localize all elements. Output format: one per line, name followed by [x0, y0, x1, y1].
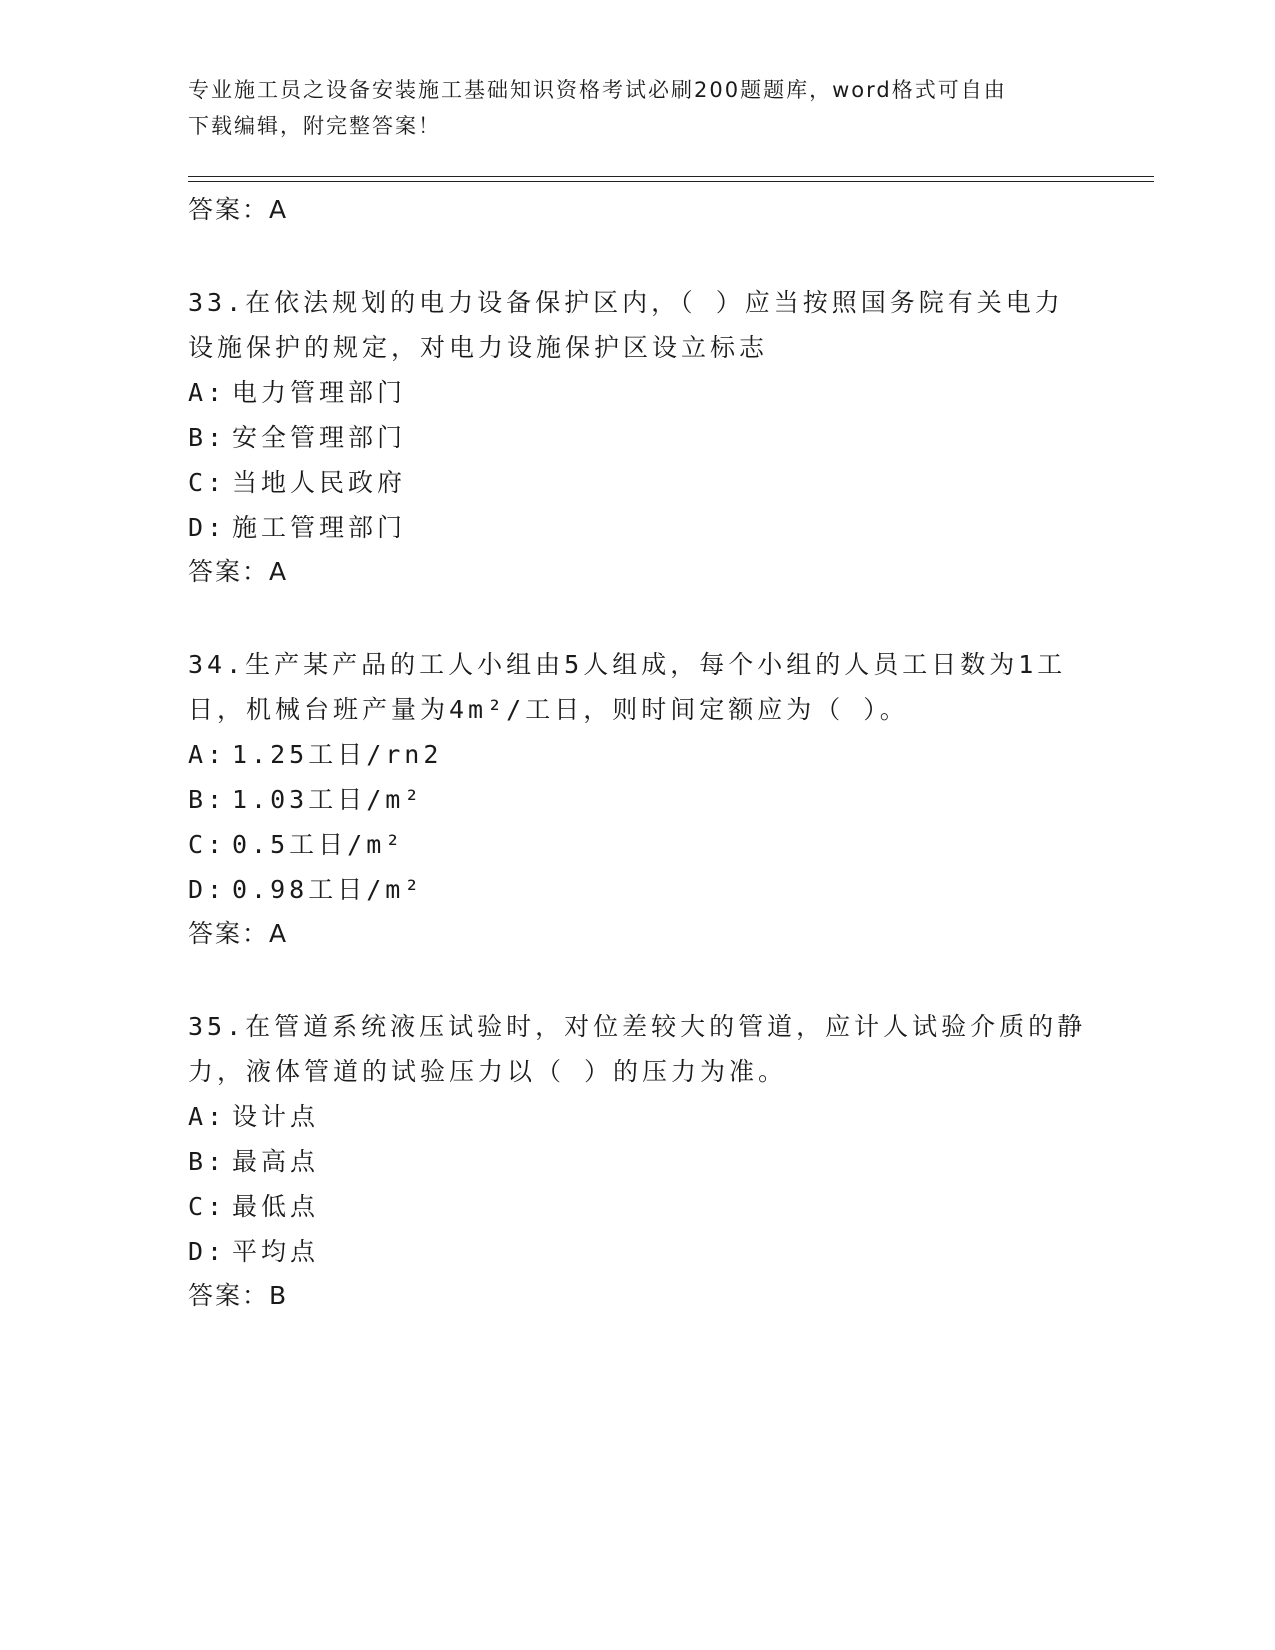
option-key: A: [188, 740, 227, 769]
option-c [188, 1184, 1088, 1229]
option-a [188, 732, 1088, 777]
option-d [188, 867, 1088, 912]
question-stem-line: 日，机械台班产量为4m²/工日，则时间定额应为（ ）。 [188, 695, 909, 724]
answer-line: 答案：A [188, 557, 289, 586]
option-key: A: [188, 378, 227, 407]
header-divider-bottom [188, 181, 1154, 182]
option-key: C: [188, 830, 227, 859]
option-key: D: [188, 513, 227, 542]
answer-line: 答案：A [188, 919, 289, 948]
option-text: 0.98工日/m² [232, 875, 424, 904]
option-a [188, 1094, 1088, 1139]
question-34 [188, 642, 1088, 956]
option-text: 施工管理部门 [232, 513, 407, 542]
question-stem-line: 34.生产某产品的工人小组由5人组成，每个小组的人员工日数为1工 [188, 650, 1067, 679]
option-key: C: [188, 468, 227, 497]
option-text: 设计点 [232, 1102, 320, 1131]
option-key: D: [188, 1237, 227, 1266]
option-key: B: [188, 785, 227, 814]
option-text: 最高点 [232, 1147, 320, 1176]
previous-answer: 答案：A [188, 195, 289, 224]
option-c [188, 822, 1088, 867]
header-line-1: 专业施工员之设备安装施工基础知识资格考试必刷200题题库，word格式可自由 [188, 78, 1007, 102]
option-text: 平均点 [232, 1237, 320, 1266]
document-header [188, 72, 1068, 144]
option-c [188, 460, 1088, 505]
header-divider-top [188, 176, 1154, 177]
question-stem [188, 642, 1088, 732]
option-text: 电力管理部门 [232, 378, 407, 407]
option-text: 当地人民政府 [232, 468, 407, 497]
option-key: C: [188, 1192, 227, 1221]
option-key: A: [188, 1102, 227, 1131]
question-stem-line: 33.在依法规划的电力设备保护区内，（ ）应当按照国务院有关电力 [188, 288, 1064, 317]
option-b [188, 1139, 1088, 1184]
option-text: 安全管理部门 [232, 423, 407, 452]
answer-line: 答案：B [188, 1281, 289, 1310]
header-line-2: 下载编辑，附完整答案！ [188, 114, 441, 138]
option-d [188, 505, 1088, 550]
option-text: 1.25工日/rn2 [232, 740, 443, 769]
option-key: D: [188, 875, 227, 904]
option-b [188, 777, 1088, 822]
option-text: 最低点 [232, 1192, 320, 1221]
option-a [188, 370, 1088, 415]
question-stem-line: 设施保护的规定，对电力设施保护区设立标志 [188, 333, 769, 362]
question-33 [188, 280, 1088, 594]
question-stem [188, 1004, 1088, 1094]
option-b [188, 415, 1088, 460]
question-35 [188, 1004, 1088, 1318]
option-key: B: [188, 1147, 227, 1176]
option-key: B: [188, 423, 227, 452]
question-stem-line: 力，液体管道的试验压力以（ ）的压力为准。 [188, 1057, 788, 1086]
option-d [188, 1229, 1088, 1274]
option-text: 1.03工日/m² [232, 785, 424, 814]
question-stem-line: 35.在管道系统液压试验时，对位差较大的管道，应计人试验介质的静 [188, 1012, 1087, 1041]
option-text: 0.5工日/m² [232, 830, 405, 859]
question-stem [188, 280, 1088, 370]
question-list [188, 188, 1088, 1318]
